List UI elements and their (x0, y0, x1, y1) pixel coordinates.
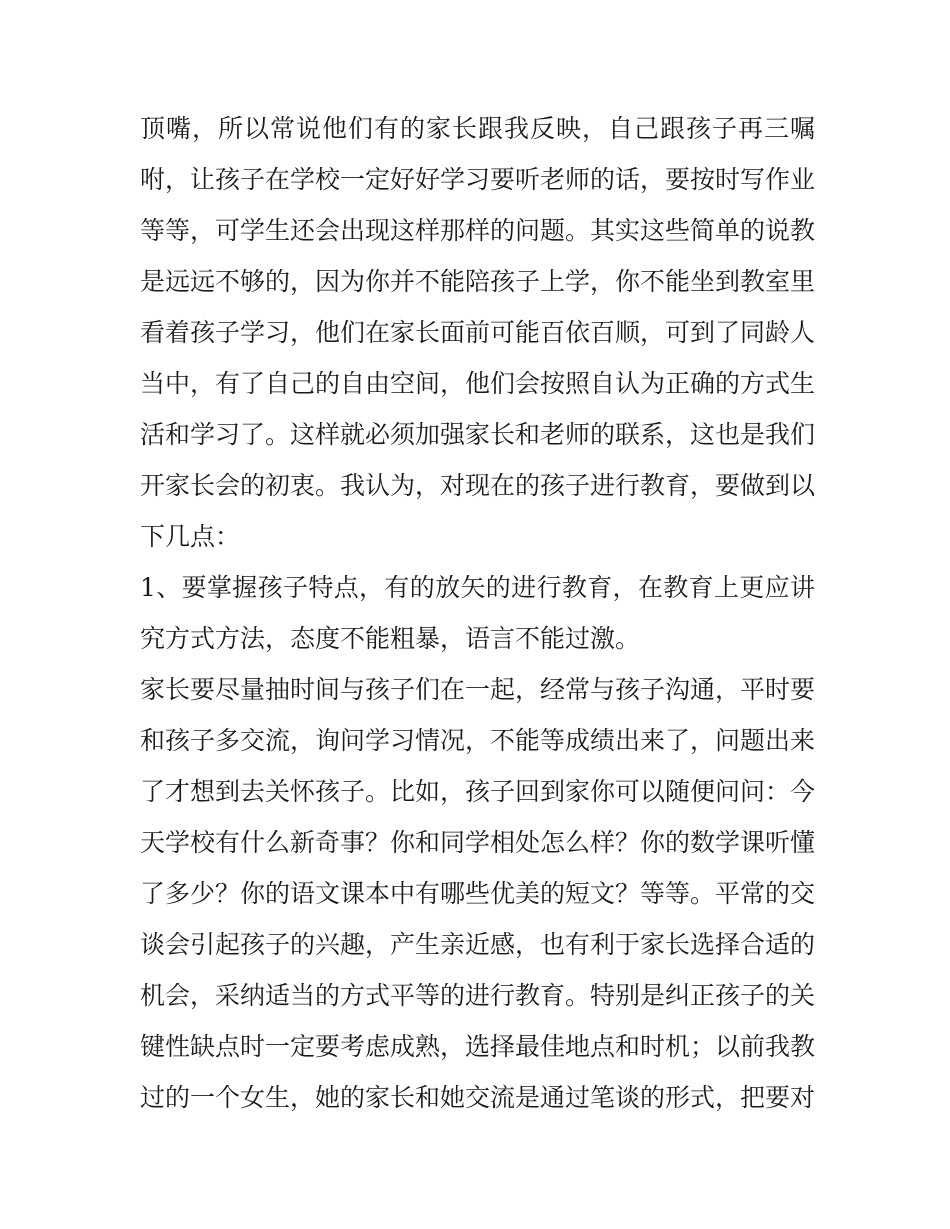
text-line: 了才想到去关怀孩子。比如，孩子回到家你可以随便问问：今 (140, 777, 816, 806)
text-line: 键性缺点时一定要考虑成熟，选择最佳地点和时机；以前我教 (140, 1032, 816, 1061)
text-line: 谈会引起孩子的兴趣，产生亲近感，也有利于家长选择合适的 (140, 930, 816, 959)
text-line: 了多少？你的语文课本中有哪些优美的短文？等等。平常的交 (140, 879, 816, 908)
text-line: 咐，让孩子在学校一定好好学习要听老师的话，要按时写作业 (140, 165, 816, 194)
text-line: 机会，采纳适当的方式平等的进行教育。特别是纠正孩子的关 (140, 981, 816, 1010)
body-text (140, 103, 815, 1123)
text-line: 活和学习了。这样就必须加强家长和老师的联系，这也是我们 (140, 420, 816, 449)
text-line: 开家长会的初衷。我认为，对现在的孩子进行教育，要做到以 (140, 471, 816, 500)
text-line: 是远远不够的，因为你并不能陪孩子上学，你不能坐到教室里 (140, 267, 816, 296)
numbered-item-line: 1、要掌握孩子特点，有的放矢的进行教育，在教育上更应讲 (140, 573, 815, 602)
text-line: 过的一个女生，她的家长和她交流是通过笔谈的形式，把要对 (140, 1083, 816, 1112)
text-line: 下几点： (140, 522, 241, 551)
numbered-item-line: 究方式方法，态度不能粗暴，语言不能过激。 (140, 624, 641, 653)
text-line: 当中，有了自己的自由空间，他们会按照自认为正确的方式生 (140, 369, 816, 398)
text-line: 家长要尽量抽时间与孩子们在一起，经常与孩子沟通，平时要 (140, 675, 816, 704)
text-line: 天学校有什么新奇事？你和同学相处怎么样？你的数学课听懂 (140, 828, 816, 857)
text-line: 和孩子多交流，询问学习情况，不能等成绩出来了，问题出来 (140, 726, 816, 755)
text-line: 看着孩子学习，他们在家长面前可能百依百顺，可到了同龄人 (140, 318, 816, 347)
text-line: 顶嘴，所以常说他们有的家长跟我反映，自己跟孩子再三嘱 (140, 114, 815, 143)
text-line: 等等，可学生还会出现这样那样的问题。其实这些简单的说教 (140, 216, 816, 245)
